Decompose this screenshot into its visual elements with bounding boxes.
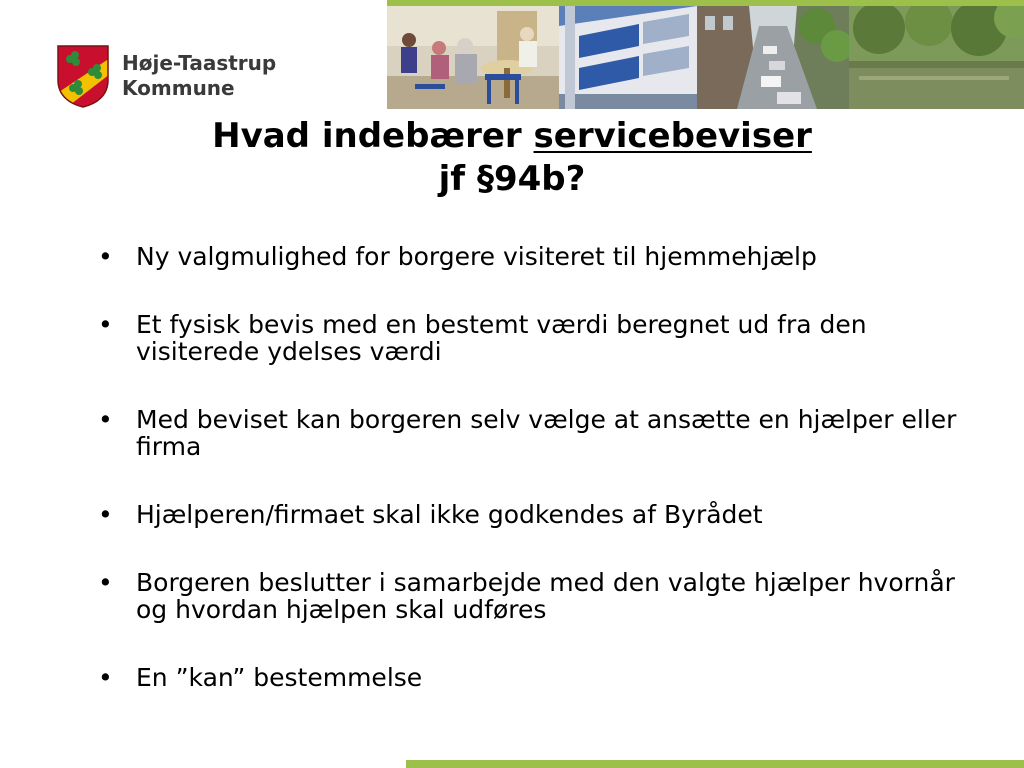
photo-apartment-building (559, 6, 697, 109)
photo-city-street (697, 6, 849, 109)
bullet-item: • Et fysisk bevis med en bestemt værdi beregnet ud fra den visiterede ydelses værdi (96, 311, 976, 365)
logo-text (122, 51, 276, 101)
title-line1 (0, 115, 1024, 158)
slide-title (0, 115, 1024, 201)
bottom-accent-line (406, 760, 1024, 768)
photo-lake-trees (849, 6, 1024, 109)
bullet-item: • Ny valgmulighed for borgere visiteret til hjemmehjælp (96, 243, 976, 270)
bullet-item: • En ”kan” bestemmelse (96, 664, 976, 691)
org-name-line2: Kommune (122, 76, 235, 100)
title-part1: Hvad indebærer (212, 116, 522, 156)
bullet-list (96, 243, 976, 732)
bullet-item: • Hjælperen/firmaet skal ikke godkendes af Byrådet (96, 501, 976, 528)
photo-elderly-care-room (387, 6, 559, 109)
municipality-logo (56, 44, 276, 108)
bullet-item: • Med beviset kan borgeren selv vælge at ansætte en hjælper eller firma (96, 406, 976, 460)
coat-of-arms-icon (56, 44, 110, 108)
title-underlined-term: servicebeviser (533, 116, 812, 156)
bullet-item: • Borgeren beslutter i samarbejde med den valgte hjælper hvornår og hvordan hjælpen skal udføres (96, 569, 976, 623)
title-line2: jf §94b? (438, 159, 586, 199)
org-name-line1: Høje-Taastrup (122, 51, 277, 75)
header-photo-strip (387, 6, 1024, 109)
